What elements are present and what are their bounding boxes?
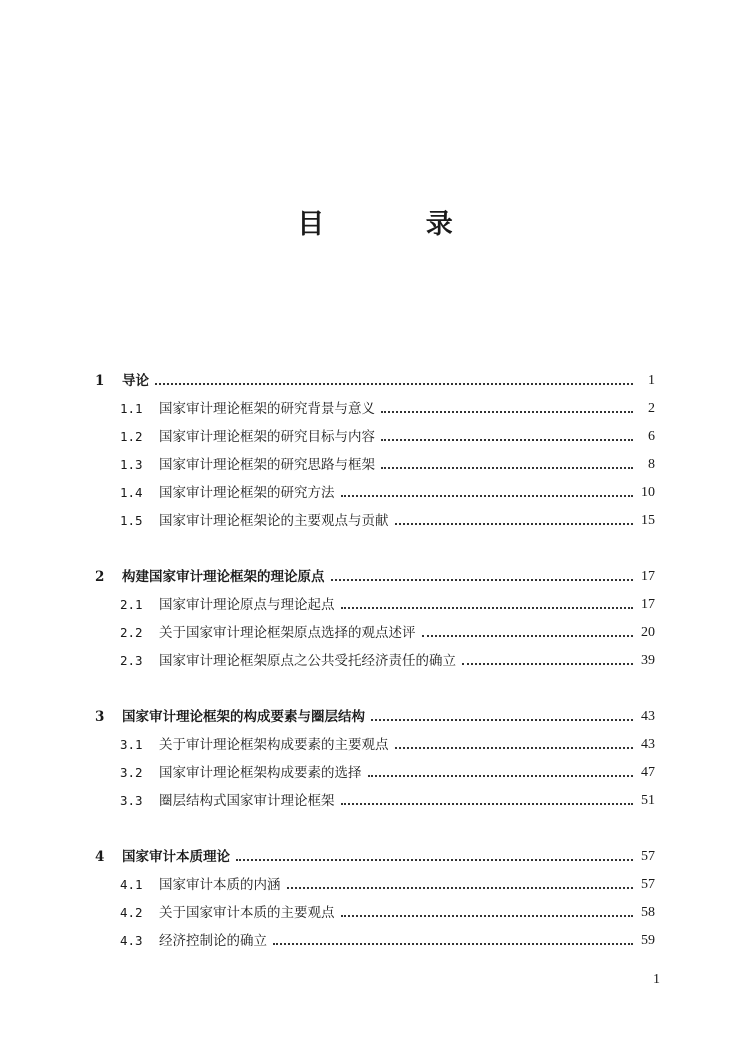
toc-entry-section-2-3[interactable]: [95, 647, 655, 675]
section-number: 3.1: [120, 737, 143, 752]
dot-leader: [420, 619, 636, 647]
dot-leader: [366, 759, 636, 787]
section-page-number: 10: [641, 485, 655, 500]
section-page-number: 57: [641, 877, 655, 892]
section-number: 2.2: [120, 625, 143, 640]
section-page-number: 15: [641, 513, 655, 528]
toc-entry-section-3-1[interactable]: [95, 731, 655, 759]
chapter-page-number: 1: [648, 373, 655, 388]
chapter-number: 3: [95, 709, 105, 725]
dot-leader: [339, 591, 636, 619]
dot-leader: [339, 479, 636, 507]
section-title: 国家审计理论框架论的主要观点与贡献: [159, 513, 389, 529]
chapter-title: 国家审计理论框架的构成要素与圈层结构: [122, 709, 365, 725]
chapter-title: 构建国家审计理论框架的理论原点: [122, 569, 325, 585]
section-title: 国家审计理论框架原点之公共受托经济责任的确立: [159, 653, 456, 669]
section-page-number: 17: [641, 597, 655, 612]
dot-leader: [271, 927, 635, 955]
dot-leader: [460, 647, 635, 675]
toc-entry-chapter-3[interactable]: [95, 703, 655, 731]
section-number: 4.2: [120, 905, 143, 920]
toc-entry-section-1-2[interactable]: [95, 423, 655, 451]
dot-leader: [379, 451, 635, 479]
section-title: 国家审计理论框架的研究思路与框架: [159, 457, 375, 473]
section-number: 2.3: [120, 653, 143, 668]
section-page-number: 58: [641, 905, 655, 920]
section-title: 国家审计理论框架的研究方法: [159, 485, 335, 501]
section-number: 1.1: [120, 401, 143, 416]
section-page-number: 43: [641, 737, 655, 752]
chapter-page-number: 57: [641, 849, 655, 864]
section-title: 关于国家审计理论框架原点选择的观点述评: [159, 625, 416, 641]
dot-leader: [379, 395, 635, 423]
toc-entry-section-3-3[interactable]: [95, 787, 655, 815]
section-number: 1.2: [120, 429, 143, 444]
dot-leader: [153, 367, 635, 395]
toc-entry-section-4-2[interactable]: [95, 899, 655, 927]
section-title: 关于国家审计本质的主要观点: [159, 905, 335, 921]
section-page-number: 39: [641, 653, 655, 668]
dot-leader: [379, 423, 635, 451]
chapter-page-number: 43: [641, 709, 655, 724]
toc-entry-chapter-1[interactable]: [95, 367, 655, 395]
section-title: 国家审计理论框架的研究背景与意义: [159, 401, 375, 417]
toc-entry-section-1-3[interactable]: [95, 451, 655, 479]
chapter-number: 1: [95, 373, 105, 389]
dot-leader: [393, 507, 636, 535]
section-page-number: 51: [641, 793, 655, 808]
toc-entry-section-1-5[interactable]: [95, 507, 655, 535]
section-number: 3.3: [120, 793, 143, 808]
toc-entry-section-2-2[interactable]: [95, 619, 655, 647]
toc-entry-chapter-2[interactable]: [95, 563, 655, 591]
toc-entry-section-1-1[interactable]: [95, 395, 655, 423]
toc-entry-section-3-2[interactable]: [95, 759, 655, 787]
page-title: 目 录: [297, 209, 499, 240]
dot-leader: [369, 703, 635, 731]
toc-entry-section-1-4[interactable]: [95, 479, 655, 507]
section-title: 经济控制论的确立: [159, 933, 267, 949]
page-number: 1: [653, 972, 660, 987]
section-page-number: 6: [648, 429, 655, 444]
section-number: 1.5: [120, 513, 143, 528]
chapter-page-number: 17: [641, 569, 655, 584]
dot-leader: [234, 843, 635, 871]
section-number: 4.1: [120, 877, 143, 892]
chapter-number: 2: [95, 569, 105, 585]
dot-leader: [339, 899, 636, 927]
dot-leader: [285, 871, 636, 899]
section-number: 1.3: [120, 457, 143, 472]
dot-leader: [339, 787, 636, 815]
section-number: 4.3: [120, 933, 143, 948]
section-number: 1.4: [120, 485, 143, 500]
section-title: 关于审计理论框架构成要素的主要观点: [159, 737, 389, 753]
section-page-number: 59: [641, 933, 655, 948]
section-number: 3.2: [120, 765, 143, 780]
section-page-number: 47: [641, 765, 655, 780]
toc-entry-section-4-3[interactable]: [95, 927, 655, 955]
section-title: 国家审计理论框架的研究目标与内容: [159, 429, 375, 445]
section-title: 国家审计理论框架构成要素的选择: [159, 765, 362, 781]
dot-leader: [393, 731, 636, 759]
dot-leader: [329, 563, 636, 591]
toc-entry-section-2-1[interactable]: [95, 591, 655, 619]
section-page-number: 2: [648, 401, 655, 416]
chapter-title: 导论: [122, 373, 149, 389]
chapter-number: 4: [95, 849, 105, 865]
section-title: 国家审计理论原点与理论起点: [159, 597, 335, 613]
section-title: 国家审计本质的内涵: [159, 877, 281, 893]
chapter-title: 国家审计本质理论: [122, 849, 230, 865]
toc-entry-chapter-4[interactable]: [95, 843, 655, 871]
toc-entry-section-4-1[interactable]: [95, 871, 655, 899]
section-title: 圈层结构式国家审计理论框架: [159, 793, 335, 809]
section-page-number: 8: [648, 457, 655, 472]
section-page-number: 20: [641, 625, 655, 640]
section-number: 2.1: [120, 597, 143, 612]
